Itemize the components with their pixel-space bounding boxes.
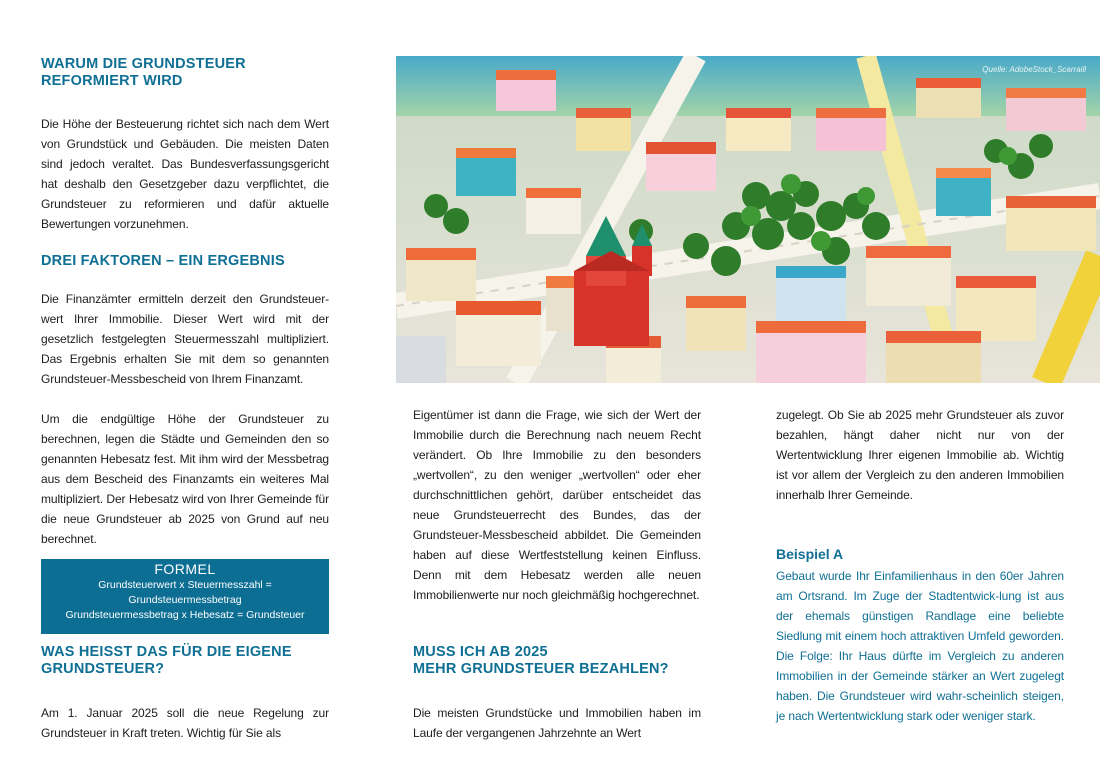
formula-line: Grundsteuermessbetrag <box>128 594 242 606</box>
formula-line: Grundsteuermessbetrag x Hebesatz = Grundsteuer <box>65 609 305 621</box>
paragraph-comparison: zugelegt. Ob Sie ab 2025 mehr Grundsteuer als zuvor bezahlen, hängt daher nicht nur von der Wertentwicklung Ihrer eigenen Immobilie ab. Wichtig ist vor allem der Vergleich zu den anderen Immobilien innerhalb Ihrer Gemeinde. <box>776 408 1064 502</box>
heading-own-tax <box>41 644 341 678</box>
city-model-illustration <box>396 56 1100 383</box>
heading-line: MUSS ICH AB 2025 <box>413 644 548 660</box>
paragraph-factors: Die Finanzämter ermitteln derzeit den Grundsteuer-wert Ihrer Immobilie. Dieser Wert wird mit der gesetzlich festgelegten Steuermesszahl multipliziert. Das Ergebnis erhalten Sie mit dem so genannten Grundsteuer-Messbescheid von Ihrem Finanzamt. <box>41 292 329 386</box>
heading-three-factors: DREI FAKTOREN – EIN ERGEBNIS <box>41 253 285 269</box>
heading-line: MEHR GRUNDSTEUER BEZAHLEN? <box>413 661 669 677</box>
heading-pay-more <box>413 644 713 678</box>
paragraph-value-increase: Die meisten Grundstücke und Immobilien haben im Laufe der vergangenen Jahrzehnte an Wert <box>413 706 701 740</box>
image-credit: Quelle: AdobeStock_Scarraill <box>982 65 1086 74</box>
heading-why-reform <box>41 56 341 90</box>
paragraph-owner-question: Eigentümer ist dann die Frage, wie sich der Wert der Immobilie durch die Berechnung nach neuem Recht verändert. Ob Ihre Immobilie zu den besonders „wertvollen“, zu den weniger „wertvollen“ oder eher durchschnittlichen gehört, darüber entscheidet das neue Grundsteuerrecht des Bundes, das der Grundsteuer-Messbescheid abbildet. Die Gemeinden haben auf diese Wertfeststellung keinen Einfluss. Denn mit dem Hebesatz werden alle neuen Immobilienwerte nur noch gleichmäßig hochgerechnet. <box>413 408 701 602</box>
example-text: Gebaut wurde Ihr Einfamilienhaus in den 60er Jahren am Ortsrand. Im Zuge der Stadtentwick-lung ist aus der ehemals günstigen Randlage eine beliebte Siedlung mit einem hoch attraktiven Umfeld geworden. Die Folge: Ihr Haus dürfte im Vergleich zu anderen Immobilien in der Gemeinde stärker an Wert zugelegt haben. Die Grundsteuer wird wahr-scheinlich steigen, je nach Wertentwicklung stark oder weniger stark. <box>776 569 1064 723</box>
formula-box <box>41 559 329 634</box>
heading-line: GRUNDSTEUER? <box>41 661 165 677</box>
paragraph-hebesatz: Um die endgültige Höhe der Grundsteuer zu berechnen, legen die Städte und Gemeinden den so genannten Hebesatz fest. Mit ihm wird der Messbetrag aus dem Bescheid des Finanzamts ein weiteres Mal multipliziert. Der Hebesatz wird von Ihrer Gemeinde für die neue Grundsteuer ab 2025 von Grund auf neu berechnet. <box>41 412 329 546</box>
heading-line: WARUM DIE GRUNDSTEUER <box>41 56 246 72</box>
paragraph-reform: Die Höhe der Besteuerung richtet sich nach dem Wert von Grundstück und Gebäuden. Die meisten Daten sind jedoch veraltet. Das Bundesverfassungsgericht hat deshalb den Gesetzgeber dazu verpflichtet, die Grundsteuer zu reformieren und dafür aktuelle Bewertungen vorzunehmen. <box>41 117 329 231</box>
heading-line: REFORMIERT WIRD <box>41 73 183 89</box>
paragraph-2025: Am 1. Januar 2025 soll die neue Regelung zur Grundsteuer in Kraft treten. Wichtig für Sie als <box>41 706 329 740</box>
formula-title: FORMEL <box>154 561 216 577</box>
city-model-image <box>396 56 1100 383</box>
example-title: Beispiel A <box>776 546 844 562</box>
heading-line: WAS HEISST DAS FÜR DIE EIGENE <box>41 644 292 660</box>
formula-line: Grundsteuerwert x Steuermesszahl = <box>98 579 272 591</box>
